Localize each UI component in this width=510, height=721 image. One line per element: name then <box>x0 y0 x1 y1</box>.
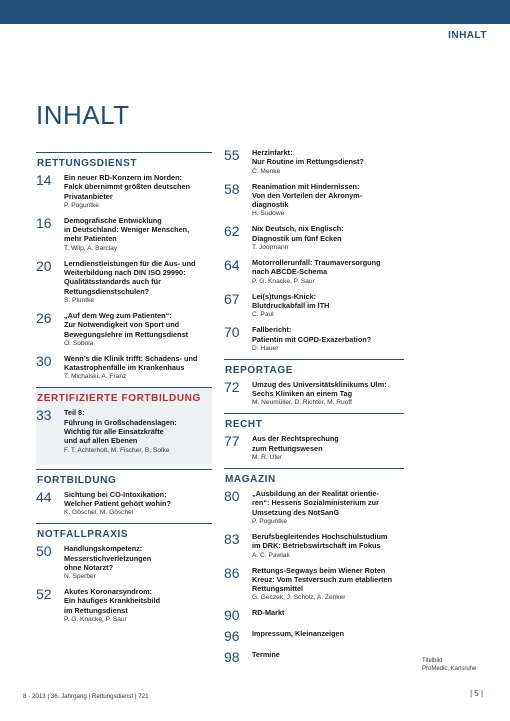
toc-page-number: 77 <box>224 433 240 450</box>
toc-page-number: 70 <box>224 324 240 341</box>
toc-entry-title: Berufsbegleitendes Hochschulstudium im DRK: Betriebswirtschaft im Fokus <box>252 531 388 551</box>
toc-entry-title: Fallbericht: Patientin mit COPD-Exazerbation? <box>252 325 372 344</box>
toc-page-number: 67 <box>224 290 240 307</box>
toc-page-number: 83 <box>224 530 240 547</box>
footer-issue-info: 8 · 2013 | 36. Jahrgang | Rettungsdienst | 721 <box>23 693 149 700</box>
toc-section <box>36 387 212 464</box>
toc-page-number: 64 <box>224 257 240 274</box>
toc-continued-entries <box>224 148 404 353</box>
toc-entry-authors: M. R. Ufer <box>252 454 283 462</box>
toc-section <box>36 523 212 624</box>
toc-entry-title: RD-Markt <box>252 608 285 618</box>
toc-entry-title: Reanimation mit Hindernissen: Von den Vorteilen der Akronym- diagnostik <box>252 181 363 210</box>
toc-entry-authors: M. Neumüller, D. Richter, M. Ruoff <box>252 399 352 407</box>
toc-entry[interactable] <box>224 258 404 286</box>
toc-entry[interactable] <box>224 224 404 252</box>
toc-page-number: 62 <box>224 223 240 240</box>
toc-entry[interactable] <box>36 311 212 348</box>
toc-page-number: 44 <box>36 488 52 505</box>
toc-entry[interactable] <box>224 608 404 623</box>
toc-page-number: 26 <box>36 309 52 326</box>
toc-entry-text <box>64 354 212 382</box>
toc-entry-authors: H. Sudowe <box>252 210 285 218</box>
toc-entry-text <box>252 532 404 560</box>
section-heading: RECHT <box>225 419 263 431</box>
toc-page-number: 50 <box>36 543 52 560</box>
toc-entry[interactable] <box>224 182 404 219</box>
toc-entry[interactable] <box>36 408 212 454</box>
toc-entry-title: Handlungskompetenz: Messerstichverletzungen ohne Notarzt? <box>64 544 152 572</box>
toc-page-number: 72 <box>224 378 240 395</box>
toc-entry-authors: P. G. Knacke, P. Saur <box>252 277 315 285</box>
toc-entry-title: Akutes Koronarsyndrom: Ein häufiges Krankheitsbild im Rettungsdienst <box>64 587 161 615</box>
toc-entry-title: Motorrollerunfall: Traumaversorgung nach ABCDE-Schema <box>252 258 381 277</box>
toc-entry-authors: S. Pluntke <box>64 296 95 304</box>
toc-page-number: 55 <box>224 147 240 163</box>
toc-entry-authors: T. Joormann <box>252 244 289 252</box>
toc-entry-authors: T. Michalski, A. Franz <box>64 373 127 381</box>
section-heading: REPORTAGE <box>225 364 293 376</box>
toc-entry-title: Aus der Rechtsprechung zum Rettungswesen <box>252 434 339 453</box>
toc-entry-title: Umzug des Universitätsklinikums Ulm: Sechs Kliniken an einem Tag <box>252 379 387 399</box>
toc-entry-title: Impressum, Kleinanzeigen <box>252 629 345 639</box>
toc-page-number: 58 <box>224 180 240 197</box>
toc-entry-title: Nix Deutsch, nix Englisch: Diagnostik um fünf Ecken <box>252 224 344 243</box>
toc-entry[interactable] <box>36 173 212 210</box>
toc-entry-title: „Auf dem Weg zum Patienten“: Zur Notwendigkeit von Sport und Bewegungslehre im Rettungsdienst <box>64 310 189 339</box>
toc-entry-text <box>252 224 404 252</box>
toc-entry[interactable] <box>36 259 212 305</box>
toc-section <box>36 152 212 381</box>
caption-credit: ProMedic, Karlsruhe <box>422 666 477 672</box>
page-title: INHALT <box>36 100 130 130</box>
toc-entry[interactable] <box>224 325 404 353</box>
toc-page-number: 96 <box>224 628 240 645</box>
toc-page-number: 86 <box>224 564 240 581</box>
toc-entry-authors: C. Paul <box>252 311 274 319</box>
toc-entry-authors: A. C. Pawlak <box>252 551 290 559</box>
toc-entry[interactable] <box>224 489 404 526</box>
toc-entry[interactable] <box>224 629 404 644</box>
toc-entry-text <box>252 292 404 320</box>
toc-entry-text <box>64 216 212 253</box>
toc-entry-text <box>252 608 404 617</box>
toc-entry-text <box>252 566 404 603</box>
toc-entry-text <box>64 544 212 581</box>
toc-entry[interactable] <box>36 490 212 518</box>
toc-entry-authors: P. Poguntke <box>252 517 288 525</box>
toc-page-number: 33 <box>36 407 52 424</box>
toc-entry[interactable] <box>224 532 404 560</box>
toc-entry-text <box>252 650 404 659</box>
toc-section <box>224 413 404 462</box>
toc-entry-title: Lei(s)tungs-Knick: Blutdruckabfall im ITH <box>252 291 330 310</box>
toc-entry-title: Sichtung bei CO-Intoxikation: Welcher Patient gehört wohin? <box>64 489 171 508</box>
toc-page-number: 90 <box>224 607 240 624</box>
toc-page-number: 98 <box>224 649 240 666</box>
running-head: INHALT <box>448 30 487 41</box>
toc-entry-authors: C. Menke <box>252 167 281 175</box>
toc-entry-authors: P. G. Knacke, P. Saur <box>64 616 127 624</box>
toc-entry-text <box>64 490 212 518</box>
toc-section <box>224 468 404 665</box>
toc-entry-authors: K. Göschel, M. Göschel <box>64 509 134 517</box>
toc-entry-authors: P. Poguntke <box>64 201 100 209</box>
toc-entry-authors: D. Hauer <box>252 344 279 352</box>
toc-entry[interactable] <box>36 354 212 382</box>
toc-entry[interactable] <box>224 148 404 176</box>
toc-entry-text <box>64 311 212 348</box>
toc-entry-text <box>252 325 404 353</box>
toc-entry[interactable] <box>224 380 404 408</box>
toc-entry-title: Lerndienstleistungen für die Aus- und Weiterbildung nach DIN ISO 29990: Qualitätsstandards auch für Rettungsdienstschulen? <box>64 258 196 296</box>
section-heading: ZERTIFIZIERTE FORTBILDUNG <box>37 393 201 405</box>
top-color-bar <box>0 0 510 24</box>
toc-entry[interactable] <box>224 292 404 320</box>
toc-entry[interactable] <box>36 216 212 253</box>
toc-page-number: 30 <box>36 352 52 369</box>
toc-entry-text <box>64 587 212 624</box>
toc-entry-title: Herzinfarkt: Nur Routine im Rettungsdienst? <box>252 148 364 167</box>
footer-page-number: | 5 | <box>470 689 484 698</box>
toc-entry-text <box>64 173 212 210</box>
toc-entry-text <box>252 629 404 638</box>
section-heading: MAGAZIN <box>225 474 276 486</box>
left-column <box>36 148 212 630</box>
cover-caption <box>422 657 476 673</box>
caption-label: Titelbild <box>422 658 443 664</box>
toc-entry-title: Teil 8: Führung in Großschadenslagen: Wichtig für alle Einsatzkräfte und auf allen Ebenen <box>64 408 177 446</box>
toc-entry-title: Termine <box>252 650 280 660</box>
toc-page-number: 52 <box>36 586 52 603</box>
toc-page-number: 14 <box>36 172 52 188</box>
toc-section <box>36 469 212 518</box>
toc-entry-title: „Ausbildung an der Realität orientie- ren“: Hessens Sozialministerium zur Umsetzung des NotSanG <box>252 489 379 517</box>
toc-entry[interactable] <box>224 566 404 603</box>
toc-entry-authors: G. Geczek, J. Scholz, A. Zenker <box>252 594 346 602</box>
toc-entry-title: Demografische Entwicklung in Deutschland: Weniger Menschen, mehr Patienten <box>64 215 190 244</box>
toc-entry-title: Wenn’s die Klinik trifft: Schadens- und Katastrophenfälle im Krankenhaus <box>64 353 198 373</box>
toc-page-number: 16 <box>36 214 52 231</box>
toc-entry[interactable] <box>224 434 404 462</box>
section-heading: NOTFALLPRAXIS <box>37 529 129 541</box>
toc-entry-text <box>252 434 404 462</box>
toc-entry-title: Rettungs-Segways beim Wiener Roten Kreuz: Vom Testversuch zum etablierten Rettungsmittel <box>252 565 393 594</box>
toc-entry-authors: F. T. Achterholt, M. Fischer, B. Solke <box>64 446 170 454</box>
toc-entry-text <box>252 489 404 526</box>
toc-entry-authors: O. Sobola <box>64 339 94 347</box>
section-heading: FORTBILDUNG <box>37 474 117 486</box>
toc-section <box>224 359 404 408</box>
toc-entry-text <box>252 380 404 408</box>
toc-page-number: 80 <box>224 488 240 505</box>
toc-page-number: 20 <box>36 257 52 274</box>
toc-entry-text <box>252 182 404 219</box>
toc-entry-text <box>64 259 212 305</box>
toc-entry[interactable] <box>224 650 404 665</box>
toc-entry-text <box>252 258 404 286</box>
toc-entry[interactable] <box>36 587 212 624</box>
toc-entry-authors: N. Sperber <box>64 573 96 581</box>
toc-entry-authors: T. Wilp, A. Barclay <box>64 244 118 252</box>
right-column <box>224 148 404 671</box>
toc-entry[interactable] <box>36 544 212 581</box>
toc-entry-title: Ein neuer RD-Konzern im Norden: Falck übernimmt größten deutschen Privatanbieter <box>64 173 191 201</box>
toc-entry-text <box>252 148 404 176</box>
toc-entry-text <box>64 408 212 454</box>
section-heading: RETTUNGSDIENST <box>37 158 138 169</box>
